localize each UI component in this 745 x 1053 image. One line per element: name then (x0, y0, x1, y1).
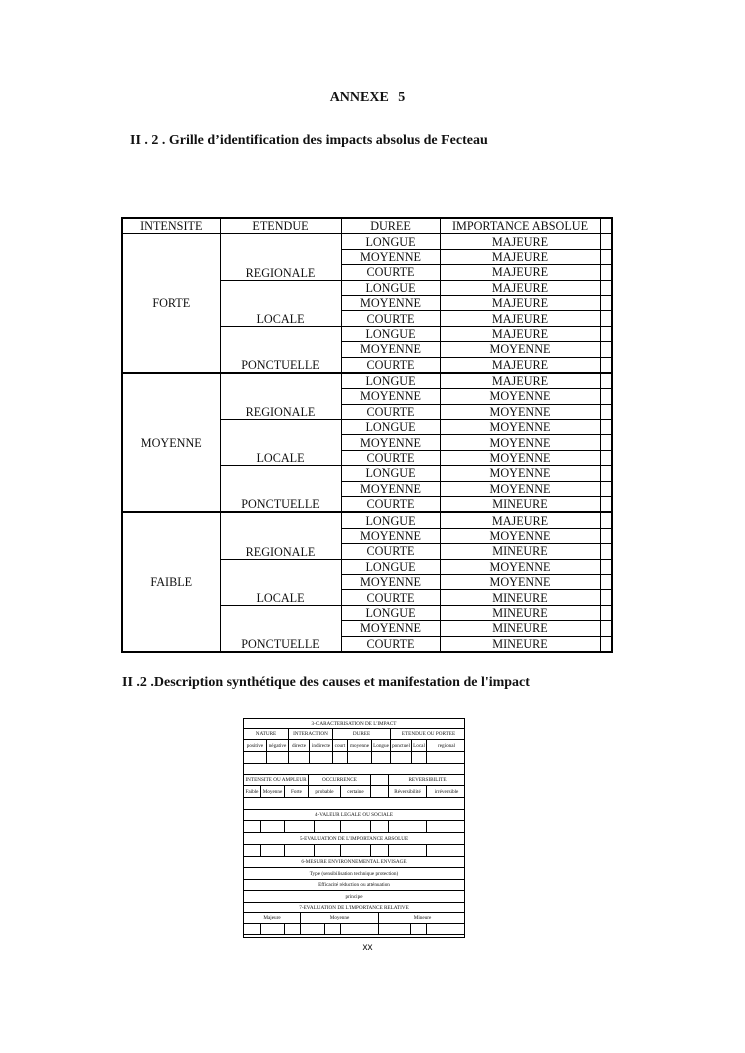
duree-cell: COURTE (341, 544, 440, 559)
spacer-cell (600, 357, 612, 373)
duree-cell: MOYENNE (341, 249, 440, 264)
duree-cell: COURTE (341, 450, 440, 465)
intensite-faible: Faible (245, 788, 259, 795)
duree-cell: COURTE (341, 357, 440, 373)
form-row-evaluation-relative (244, 903, 464, 913)
duree-cell: LONGUE (341, 466, 440, 481)
duree-cell: COURTE (341, 636, 440, 652)
impact-grid-table (121, 217, 613, 653)
importance-cell: MOYENNE (440, 450, 600, 465)
sub-court: court (332, 740, 347, 751)
etendue-cell: LOCALE (220, 420, 341, 466)
spacer-cell (600, 404, 612, 419)
importance-cell: MOYENNE (440, 420, 600, 435)
duree-cell: LONGUE (341, 373, 440, 389)
occurrence-label: OCCURRENCE (308, 775, 370, 785)
occurrence-certaine: certaine (340, 786, 370, 797)
importance-cell: MINEURE (440, 621, 600, 636)
form-row-categories (244, 729, 464, 740)
sub-local: Local (411, 740, 426, 751)
spacer-cell (600, 574, 612, 589)
importance-cell: MINEURE (440, 605, 600, 620)
intensite-forte: Forte (284, 786, 308, 797)
grid-header-row (122, 218, 612, 234)
importance-cell: MAJEURE (440, 295, 600, 310)
spacer-cell (600, 605, 612, 620)
form-row-criteria-labels (244, 775, 464, 786)
duree-cell: LONGUE (341, 280, 440, 295)
page-footer: xx (362, 942, 373, 953)
form-row-mesure (244, 857, 464, 868)
etendue-cell: PONCTUELLE (220, 326, 341, 373)
spacer-cell (600, 280, 612, 295)
header-importance-absolue: IMPORTANCE ABSOLUE (440, 218, 600, 234)
section-title-description: II .2 .Description synthétique des causes et manifestation de l'impact (122, 675, 530, 690)
spacer-cell (600, 450, 612, 465)
form-row-efficacite (244, 880, 464, 891)
spacer-cell (600, 326, 612, 341)
duree-cell: MOYENNE (341, 342, 440, 357)
reversibilite-irreversible: irréversible (426, 786, 466, 797)
importance-cell: MAJEURE (440, 512, 600, 528)
importance-cell: MOYENNE (440, 481, 600, 496)
form-row-empty (244, 798, 464, 810)
intensite-cell: FAIBLE (122, 512, 220, 652)
duree-cell: COURTE (341, 265, 440, 280)
form-row-type (244, 868, 464, 880)
sub-moyenne: moyenne (347, 740, 371, 751)
grid-row (122, 373, 612, 389)
importance-cell: MOYENNE (440, 435, 600, 450)
duree-cell: COURTE (341, 497, 440, 513)
duree-cell: MOYENNE (341, 621, 440, 636)
etendue-cell: REGIONALE (220, 234, 341, 280)
form-row-subheaders (244, 740, 464, 752)
sub-directe: directe (288, 740, 309, 751)
importance-cell: MAJEURE (440, 373, 600, 389)
form-row-valeur (244, 810, 464, 821)
duree-cell: LONGUE (341, 420, 440, 435)
category-duree: DUREE (332, 729, 390, 739)
importance-cell: MOYENNE (440, 528, 600, 543)
mesure-title: 6-MESURE ENVIRONNEMENTAL ENVISAGE (301, 859, 407, 865)
spacer-cell (600, 621, 612, 636)
duree-cell: LONGUE (341, 512, 440, 528)
relative-mineure: Mineure (378, 913, 466, 923)
duree-cell: MOYENNE (341, 295, 440, 310)
spacer-cell (600, 249, 612, 264)
category-interaction: INTERACTION (288, 729, 332, 739)
importance-cell: MAJEURE (440, 326, 600, 341)
duree-cell: LONGUE (341, 234, 440, 249)
spacer-cell (600, 295, 612, 310)
intensite-cell: MOYENNE (122, 373, 220, 513)
reversibilite-reversible: Réversibilité (388, 786, 426, 797)
form-row-empty (244, 764, 464, 775)
spacer-cell (600, 265, 612, 280)
importance-cell: MAJEURE (440, 311, 600, 326)
sub-negative: négative (266, 740, 288, 751)
mesure-type: Type (sensibilisation technique protection) (309, 870, 399, 877)
form-row-evaluation-absolue (244, 833, 464, 845)
form-row-caracterisation (244, 719, 464, 729)
header-etendue: ETENDUE (220, 218, 341, 234)
duree-cell: COURTE (341, 404, 440, 419)
intensite-moyenne: Moyenne (260, 786, 284, 797)
importance-cell: MINEURE (440, 636, 600, 652)
relative-majeure: Majeure (263, 915, 281, 921)
importance-cell: MOYENNE (440, 466, 600, 481)
section-title-grille: II . 2 . Grille d’identification des impacts absolus de Fecteau (130, 133, 488, 148)
mesure-principe: principe (345, 893, 363, 900)
spacer-cell (600, 373, 612, 389)
grid-row (122, 512, 612, 528)
evaluation-relative-title: 7-EVALUATION DE L'IMPORTANCE RELATIVE (299, 904, 409, 911)
annexe-title: ANNEXE 5 (329, 90, 406, 105)
sub-ponctuel: ponctuel (390, 740, 411, 751)
importance-cell: MOYENNE (440, 559, 600, 574)
duree-cell: MOYENNE (341, 528, 440, 543)
grid-row (122, 234, 612, 249)
spacer-cell (600, 590, 612, 605)
duree-cell: LONGUE (341, 605, 440, 620)
spacer-cell (600, 636, 612, 652)
importance-cell: MAJEURE (440, 280, 600, 295)
category-etendue: ETENDUE OU PORTEE (390, 729, 466, 739)
form-row-empty (244, 924, 464, 935)
form-row-empty (244, 845, 464, 857)
header-spacer (600, 218, 612, 234)
duree-cell: COURTE (341, 311, 440, 326)
spacer-cell (600, 435, 612, 450)
impact-description-form (243, 718, 465, 938)
duree-cell: COURTE (341, 590, 440, 605)
importance-cell: MOYENNE (440, 404, 600, 419)
importance-cell: MAJEURE (440, 357, 600, 373)
form-row-empty (244, 821, 464, 833)
etendue-cell: PONCTUELLE (220, 605, 341, 652)
spacer-cell (600, 559, 612, 574)
sub-positive: positive (246, 742, 264, 749)
spacer-cell (600, 544, 612, 559)
importance-cell: MINEURE (440, 544, 600, 559)
occurrence-probable: probable (308, 786, 340, 797)
duree-cell: MOYENNE (341, 435, 440, 450)
form-row-principe (244, 891, 464, 903)
form-row-empty (244, 752, 464, 764)
spacer-cell (600, 342, 612, 357)
spacer-cell (600, 528, 612, 543)
importance-cell: MOYENNE (440, 342, 600, 357)
spacer-cell (600, 389, 612, 404)
spacer-cell (600, 512, 612, 528)
spacer-cell (600, 311, 612, 326)
importance-cell: MAJEURE (440, 249, 600, 264)
importance-cell: MOYENNE (440, 389, 600, 404)
sub-indirecte: indirecte (309, 740, 332, 751)
sub-longue: Longue (371, 740, 390, 751)
caracterisation-title: 3-CARACTERISATION DE L'IMPACT (311, 720, 397, 727)
spacer-cell (600, 466, 612, 481)
relative-moyenne: Moyenne (300, 913, 378, 923)
category-nature: NATURE (255, 731, 277, 737)
form-row-relative-values (244, 913, 464, 924)
spacer-cell (600, 497, 612, 513)
spacer-cell (600, 420, 612, 435)
etendue-cell: REGIONALE (220, 373, 341, 420)
valeur-legale-title: 4-VALEUR LEGALE OU SOCIALE (314, 812, 394, 818)
importance-cell: MAJEURE (440, 234, 600, 249)
intensite-label: INTENSITE OU AMPLEUR (245, 777, 307, 783)
etendue-cell: LOCALE (220, 559, 341, 605)
grid-body (122, 234, 612, 652)
sub-regional: regional (426, 740, 466, 751)
spacer-cell (600, 234, 612, 249)
duree-cell: MOYENNE (341, 389, 440, 404)
intensite-cell: FORTE (122, 234, 220, 373)
etendue-cell: LOCALE (220, 280, 341, 326)
reversibilite-label: REVERSIBILITE (388, 775, 466, 785)
duree-cell: MOYENNE (341, 481, 440, 496)
form-row-criteria-values (244, 786, 464, 798)
duree-cell: LONGUE (341, 326, 440, 341)
importance-cell: MOYENNE (440, 574, 600, 589)
evaluation-absolue-title: 5-EVALUATION DE L'IMPORTANCE ABSOLUE (299, 835, 409, 842)
etendue-cell: REGIONALE (220, 512, 341, 559)
duree-cell: MOYENNE (341, 574, 440, 589)
etendue-cell: PONCTUELLE (220, 466, 341, 513)
importance-cell: MAJEURE (440, 265, 600, 280)
duree-cell: LONGUE (341, 559, 440, 574)
header-duree: DUREE (341, 218, 440, 234)
spacer-cell (600, 481, 612, 496)
importance-cell: MINEURE (440, 497, 600, 513)
header-intensite: INTENSITE (122, 218, 220, 234)
mesure-efficacite: Efficacité réduction ou atténuation (318, 882, 390, 888)
importance-cell: MINEURE (440, 590, 600, 605)
